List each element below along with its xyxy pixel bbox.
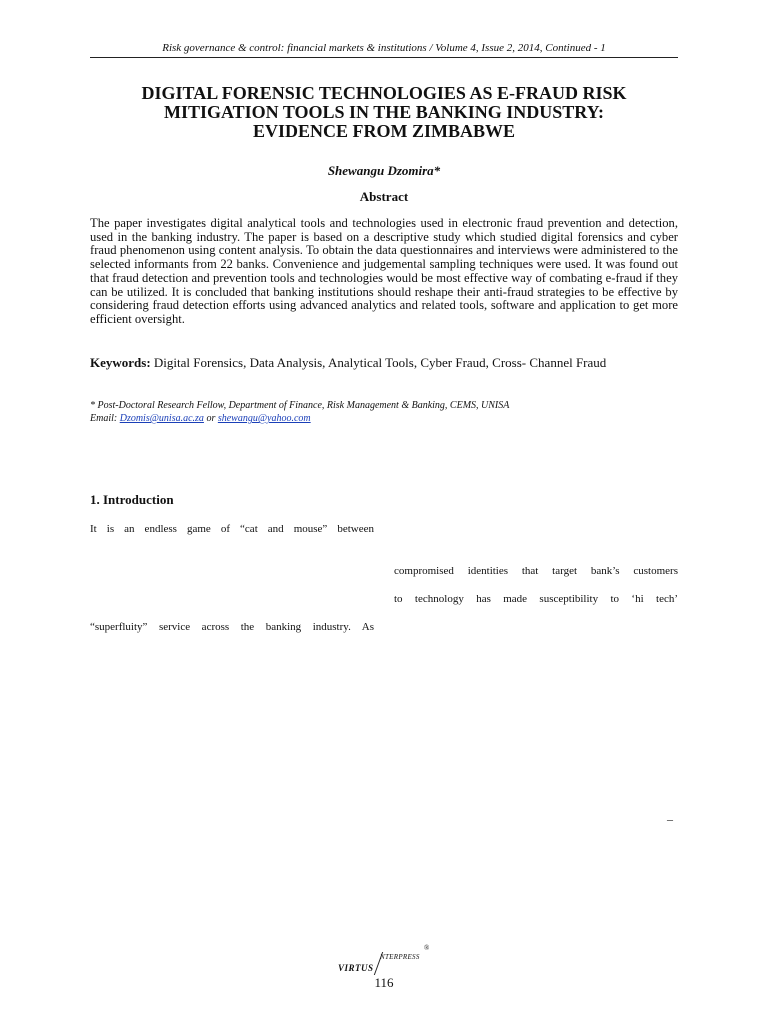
abstract-heading: Abstract — [359, 189, 409, 204]
header-rule — [90, 57, 678, 58]
paper-title — [90, 84, 678, 141]
footnote-affiliation: * Post-Doctoral Research Fellow, Department of Finance, Risk Management & Banking, CEMS, UNISA — [90, 400, 510, 411]
author-name: Shewangu Dzomira* — [327, 163, 441, 178]
author-footnote — [90, 399, 678, 425]
title-line-2: MITIGATION TOOLS IN THE BANKING INDUSTRY: — [164, 102, 604, 122]
registered-mark: ® — [424, 944, 430, 952]
body-text-line: to technology has made susceptibility to ‘hi tech’ — [394, 593, 678, 605]
body-text-line: It is an endless game of “cat and mouse” between — [90, 523, 374, 535]
stray-dash: – — [667, 812, 673, 826]
logo-virtus: VIRTUS — [338, 963, 374, 973]
body-text-line: “superfluity” service across the banking industry. As — [90, 621, 374, 633]
section-heading-introduction: 1. Introduction — [90, 492, 174, 507]
email-link-unisa[interactable]: Dzomis@unisa.ac.za — [119, 413, 204, 424]
keywords-label: Keywords: — [90, 355, 151, 370]
email-label: Email: — [90, 413, 118, 424]
abstract-text: The paper investigates digital analytical tools and technologies used in electronic fraud prevention and detection, used in the banking industry. The paper is based on a descriptive study which studied digital forensics and cyber fraud phenomenon using content analysis. To obtain the data questionnaires and interviews were administered to the selected informants from 22 banks. Convenience and judgemental sampling techniques were used. It was found out that fraud detection and prevention tools and technologies would be most effective way of combating e-fraud if they can be utilized. It is concluded that banking institutions should reshape their anti-fraud strategies to be effective by considering fraud detection efforts using advanced analytics and related tools, software and application to get more efficient oversight. — [90, 216, 678, 326]
keywords-list: Digital Forensics, Data Analysis, Analytical Tools, Cyber Fraud, Cross- Channel Fraud — [153, 355, 607, 370]
email-link-yahoo[interactable]: shewangu@yahoo.com — [217, 413, 311, 424]
running-head: Risk governance & control: financial markets & institutions / Volume 4, Issue 2, 2014, Continued - 1 — [162, 42, 606, 54]
title-line-3: EVIDENCE FROM ZIMBABWE — [252, 121, 516, 141]
page-number: 116 — [374, 975, 394, 990]
footnote-email-line — [90, 412, 678, 425]
title-line-1: DIGITAL FORENSIC TECHNOLOGIES AS E-FRAUD RISK — [141, 83, 627, 103]
body-text-line: compromised identities that target bank’s customers — [394, 565, 678, 577]
email-or: or — [206, 413, 216, 424]
keywords — [90, 355, 678, 371]
logo-interpress: NTERPRESS — [380, 953, 420, 961]
